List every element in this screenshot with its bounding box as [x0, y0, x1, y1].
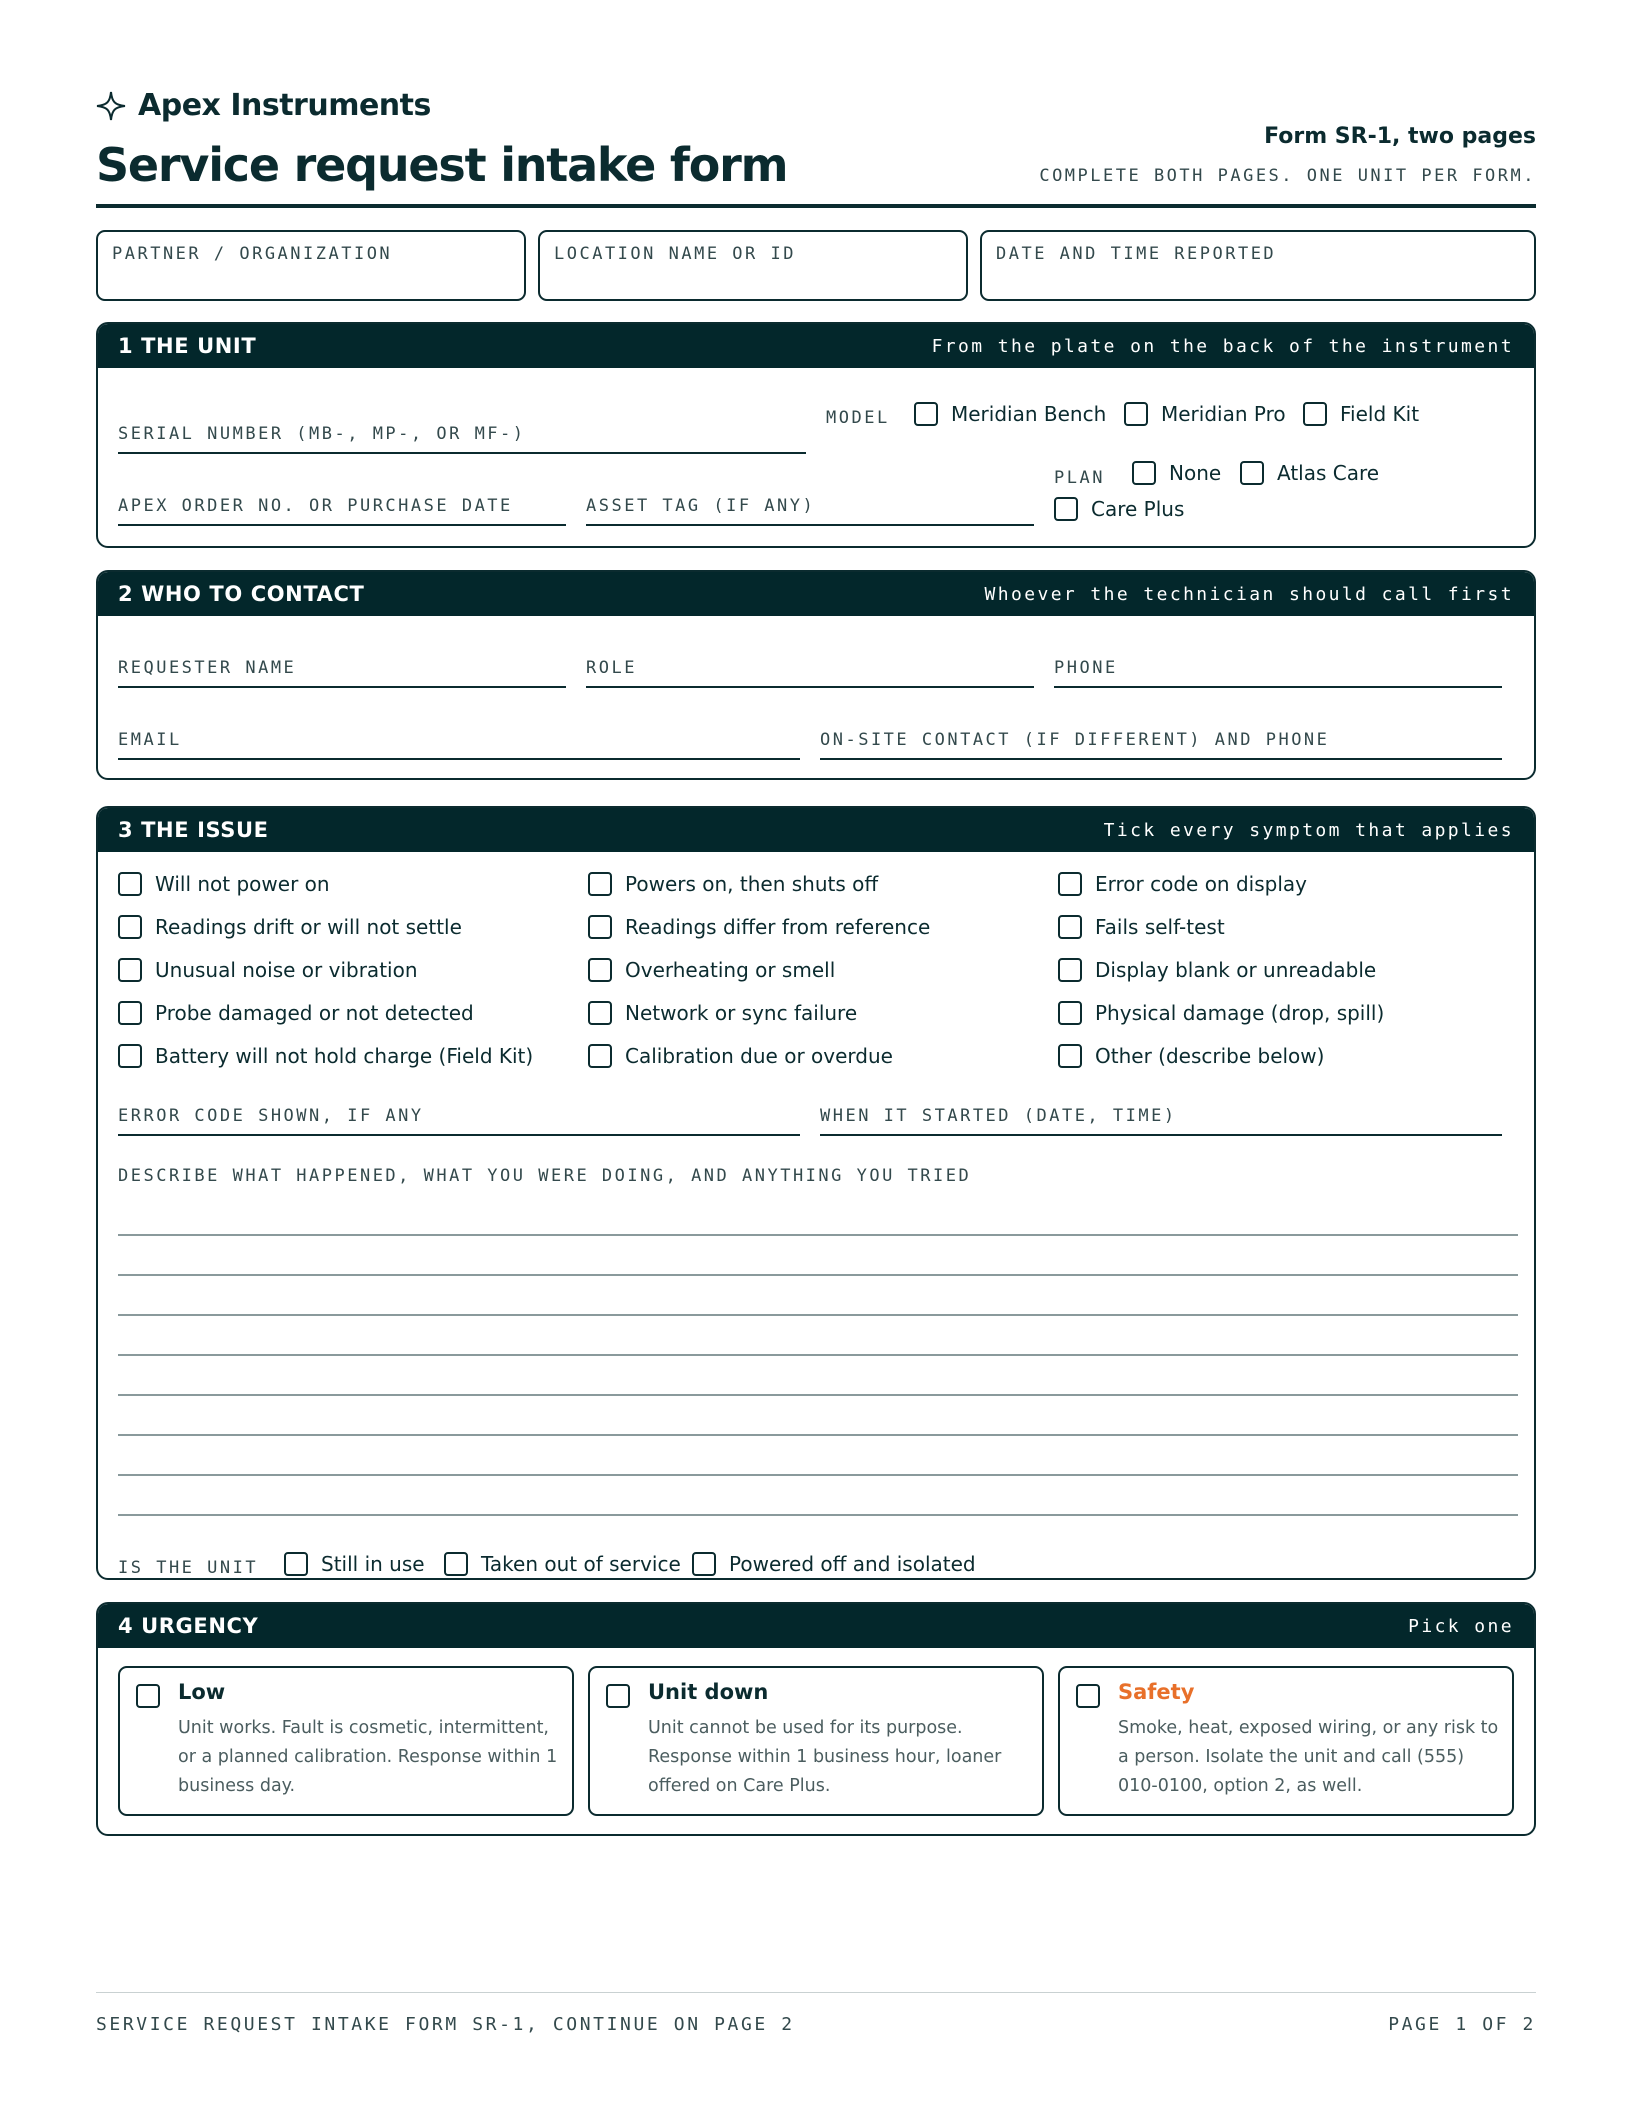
urgency-description: Unit works. Fault is cosmetic, intermittent, or a planned calibration. Response within 1 business day. [178, 1718, 558, 1796]
checkbox[interactable] [1058, 1044, 1082, 1068]
writing-line [118, 1434, 1518, 1436]
option-label: Error code on display [1095, 872, 1307, 896]
urgency-safety-card[interactable] [1058, 1666, 1514, 1816]
describe-label: DESCRIBE WHAT HAPPENED, WHAT YOU WERE DOING, AND ANYTHING YOU TRIED [118, 1166, 972, 1186]
symptom-option[interactable] [118, 958, 418, 982]
phone-field[interactable] [1054, 644, 1502, 688]
page-title: Service request intake form [96, 138, 788, 192]
model-label: MODEL [826, 408, 890, 428]
writing-line [118, 1234, 1518, 1236]
option-label: Physical damage (drop, spill) [1095, 1001, 1385, 1025]
checkbox[interactable] [692, 1552, 716, 1576]
option-label: Powered off and isolated [729, 1552, 976, 1576]
asset-tag-field[interactable] [586, 482, 1034, 526]
field-label: DATE AND TIME REPORTED [996, 244, 1277, 264]
checkbox[interactable] [136, 1684, 160, 1708]
option-label: Network or sync failure [625, 1001, 858, 1025]
symptom-option[interactable] [118, 915, 462, 939]
plan-label: PLAN [1054, 468, 1105, 488]
field-label: ON-SITE CONTACT (IF DIFFERENT) AND PHONE [820, 730, 1330, 750]
section-note: Tick every symptom that applies [1103, 819, 1514, 841]
section-note: Whoever the technician should call first [984, 583, 1514, 605]
symptom-option[interactable] [588, 1001, 857, 1025]
order-number-field[interactable] [118, 482, 566, 526]
section-who-to-contact [96, 570, 1536, 780]
field-label: LOCATION NAME OR ID [554, 244, 796, 264]
status-still-in-use[interactable] [284, 1552, 425, 1576]
option-label: Probe damaged or not detected [155, 1001, 474, 1025]
symptom-option[interactable] [118, 1044, 533, 1068]
section-note: From the plate on the back of the instrument [931, 335, 1514, 357]
location-field[interactable] [538, 230, 968, 301]
option-label: Battery will not hold charge (Field Kit) [155, 1044, 534, 1068]
section-header [98, 324, 1534, 368]
option-label: Overheating or smell [625, 958, 836, 982]
urgency-unit-down-card[interactable] [588, 1666, 1044, 1816]
status-powered-off-isolated[interactable] [692, 1552, 976, 1576]
option-label: Readings drift or will not settle [155, 915, 462, 939]
option-label: Still in use [321, 1552, 425, 1576]
checkbox[interactable] [118, 1001, 142, 1025]
field-label: REQUESTER NAME [118, 658, 297, 678]
field-label: PHONE [1054, 658, 1118, 678]
checkbox[interactable] [118, 1044, 142, 1068]
model-field-kit[interactable] [1303, 402, 1419, 426]
checkbox[interactable] [1058, 872, 1082, 896]
option-label: Calibration due or overdue [625, 1044, 893, 1068]
symptom-option[interactable] [588, 958, 835, 982]
option-label: Meridian Pro [1161, 402, 1286, 426]
checkbox[interactable] [118, 915, 142, 939]
urgency-description: Smoke, heat, exposed wiring, or any risk to a person. Isolate the unit and call (555) 010-0100, option 2, as well. [1118, 1718, 1499, 1796]
symptom-option[interactable] [1058, 1044, 1324, 1068]
symptom-option[interactable] [118, 1001, 474, 1025]
urgency-low-card[interactable] [118, 1666, 574, 1816]
symptom-option[interactable] [588, 1044, 893, 1068]
header-divider [96, 204, 1536, 208]
option-label: Will not power on [155, 872, 330, 896]
when-started-field[interactable] [820, 1092, 1502, 1136]
symptom-option[interactable] [588, 915, 930, 939]
checkbox[interactable] [1058, 1001, 1082, 1025]
option-label: Readings differ from reference [625, 915, 931, 939]
option-label: Fails self-test [1095, 915, 1225, 939]
checkbox[interactable] [606, 1684, 630, 1708]
on-site-contact-field[interactable] [820, 716, 1502, 760]
checkbox[interactable] [588, 958, 612, 982]
option-label: Care Plus [1091, 497, 1185, 521]
option-label: Field Kit [1340, 402, 1420, 426]
checkbox[interactable] [1054, 497, 1078, 521]
checkbox[interactable] [1076, 1684, 1100, 1708]
section-note: Pick one [1408, 1615, 1514, 1637]
symptom-option[interactable] [1058, 915, 1225, 939]
role-field[interactable] [586, 644, 1034, 688]
symptom-option[interactable] [1058, 1001, 1384, 1025]
checkbox[interactable] [1058, 958, 1082, 982]
checkbox[interactable] [284, 1552, 308, 1576]
form-instructions: COMPLETE BOTH PAGES. ONE UNIT PER FORM. [1039, 166, 1536, 186]
checkbox[interactable] [588, 915, 612, 939]
sparkle-icon [96, 91, 126, 121]
date-time-reported-field[interactable] [980, 230, 1536, 301]
section-header [98, 572, 1534, 616]
option-label: Powers on, then shuts off [625, 872, 879, 896]
writing-line [118, 1474, 1518, 1476]
checkbox[interactable] [444, 1552, 468, 1576]
requester-name-field[interactable] [118, 644, 566, 688]
section-the-unit [96, 322, 1536, 548]
error-code-field[interactable] [118, 1092, 800, 1136]
section-the-issue [96, 806, 1536, 1580]
serial-number-field[interactable] [118, 410, 806, 454]
page-number: PAGE 1 OF 2 [1388, 2014, 1536, 2035]
checkbox[interactable] [118, 872, 142, 896]
checkbox[interactable] [1303, 402, 1327, 426]
status-taken-out-of-service[interactable] [444, 1552, 681, 1576]
option-label: Taken out of service [481, 1552, 681, 1576]
plan-care-plus[interactable] [1054, 497, 1184, 521]
field-label: ROLE [586, 658, 637, 678]
field-label: PARTNER / ORGANIZATION [112, 244, 393, 264]
option-label: None [1169, 461, 1222, 485]
option-label: Atlas Care [1277, 461, 1380, 485]
option-label: Other (describe below) [1095, 1044, 1325, 1068]
symptom-option[interactable] [1058, 958, 1376, 982]
plan-atlas-care[interactable] [1240, 461, 1379, 485]
partner-organization-field[interactable] [96, 230, 526, 301]
footer-divider [96, 1992, 1536, 1993]
symptom-option[interactable] [1058, 872, 1307, 896]
option-label: Unusual noise or vibration [155, 958, 418, 982]
writing-line [118, 1354, 1518, 1356]
section-urgency [96, 1602, 1536, 1836]
footer-text: SERVICE REQUEST INTAKE FORM SR-1, CONTINUE ON PAGE 2 [96, 2014, 795, 2035]
urgency-description: Unit cannot be used for its purpose. Response within 1 business hour, loaner offered on Care Plus. [648, 1718, 1002, 1796]
checkbox[interactable] [1058, 915, 1082, 939]
plan-none[interactable] [1132, 461, 1221, 485]
writing-line [118, 1394, 1518, 1396]
option-label: Display blank or unreadable [1095, 958, 1377, 982]
model-meridian-pro[interactable] [1124, 402, 1286, 426]
checkbox[interactable] [118, 958, 142, 982]
field-label: SERIAL NUMBER (MB-, MP-, OR MF-) [118, 424, 526, 444]
writing-line [118, 1274, 1518, 1276]
model-meridian-bench[interactable] [914, 402, 1106, 426]
field-label: EMAIL [118, 730, 182, 750]
field-label: WHEN IT STARTED (DATE, TIME) [820, 1106, 1177, 1126]
unit-status-label: IS THE UNIT [118, 1558, 259, 1578]
section-title: 4 URGENCY [118, 1614, 259, 1638]
field-label: APEX ORDER NO. OR PURCHASE DATE [118, 496, 513, 516]
section-header [98, 1604, 1534, 1648]
option-label: Meridian Bench [951, 402, 1107, 426]
symptom-option[interactable] [118, 872, 330, 896]
urgency-title: Low [178, 1680, 226, 1704]
checkbox[interactable] [1124, 402, 1148, 426]
checkbox[interactable] [1240, 461, 1264, 485]
checkbox[interactable] [588, 872, 612, 896]
brand-logo [96, 88, 431, 123]
field-label: ERROR CODE SHOWN, IF ANY [118, 1106, 424, 1126]
symptom-option[interactable] [588, 872, 878, 896]
section-title: 2 WHO TO CONTACT [118, 582, 365, 606]
email-field[interactable] [118, 716, 800, 760]
checkbox[interactable] [588, 1001, 612, 1025]
checkbox[interactable] [1132, 461, 1156, 485]
writing-line [118, 1314, 1518, 1316]
checkbox[interactable] [914, 402, 938, 426]
section-title: 1 THE UNIT [118, 334, 257, 358]
urgency-title: Safety [1118, 1680, 1195, 1704]
section-header [98, 808, 1534, 852]
form-id: Form SR-1, two pages [1264, 124, 1536, 149]
field-label: ASSET TAG (IF ANY) [586, 496, 816, 516]
urgency-title: Unit down [648, 1680, 769, 1704]
writing-line [118, 1514, 1518, 1516]
checkbox[interactable] [588, 1044, 612, 1068]
brand-name: Apex Instruments [138, 88, 431, 123]
section-title: 3 THE ISSUE [118, 818, 269, 842]
